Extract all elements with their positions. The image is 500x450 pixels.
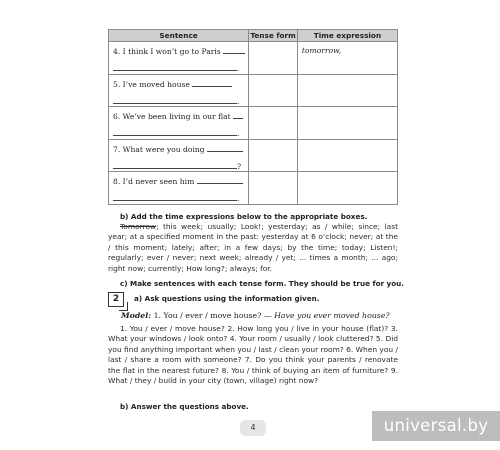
struck-expression: Tomorrow <box>120 222 157 231</box>
blank-line <box>197 176 243 184</box>
sentence-text: 8. I’d never seen him <box>113 177 195 186</box>
tense-cell <box>249 74 298 107</box>
exercise-table <box>108 29 398 205</box>
tense-cell <box>249 42 298 75</box>
blank-line <box>207 144 243 152</box>
time-expressions-text: ; this week; usually; Look!; yesterday; as / while; since; last year; at a specified moment in the past: yesterday at 6 o’clock; never; at the / this moment; lately; after; in a few days; by the time; today; Listen!; regularly; ever / never; next week; already / yet; ... times a month; ... ago; right now; currently; How long?; always; for. <box>108 222 398 273</box>
tense-cell <box>249 107 298 140</box>
sentence-text: 5. I’ve moved house <box>113 79 190 89</box>
sentence-cell <box>109 42 249 75</box>
blank-line <box>223 46 245 54</box>
exercise-number: 2 <box>112 294 120 304</box>
model-prompt: 1. You / ever / move house? <box>153 311 262 320</box>
model-answer: — Have you ever moved house? <box>263 311 390 320</box>
expression-cell <box>297 107 397 140</box>
sentence-cell <box>109 107 249 140</box>
header-time-expression: Time expression <box>297 30 397 42</box>
section-c-heading: c) Make sentences with each tense form. They should be true for you. <box>120 279 405 288</box>
sentence-end: . <box>237 96 240 106</box>
sentence-cell <box>109 139 249 172</box>
section-b-heading: b) Add the time expressions below to the appropriate boxes. <box>120 212 368 221</box>
page-fold-icon <box>119 302 128 311</box>
table-row <box>109 172 398 205</box>
expression-cell: tomorrow, <box>297 42 397 75</box>
blank-line <box>192 79 232 87</box>
table-row <box>109 107 398 140</box>
blank-line <box>233 111 243 119</box>
blank-line <box>113 63 240 73</box>
model-line <box>121 311 390 320</box>
blank-line <box>113 128 240 138</box>
expression-cell <box>297 74 397 107</box>
tense-cell <box>249 139 298 172</box>
blank-line <box>113 193 240 203</box>
blank-line <box>113 161 237 169</box>
header-tense-form: Tense form <box>250 31 296 40</box>
sentence-text: 7. What were you doing <box>113 144 205 154</box>
table-row <box>109 74 398 107</box>
exercise-number-badge <box>108 292 124 307</box>
sentence-end: ? <box>237 161 242 171</box>
table-row <box>109 42 398 75</box>
expression-cell <box>297 139 397 172</box>
sentence-text: 6. We’ve been living in our flat <box>113 112 231 121</box>
sentence-end: . <box>237 194 240 203</box>
page-number: 4 <box>240 420 266 436</box>
time-expressions-list <box>108 222 398 274</box>
model-label: Model: <box>121 311 152 320</box>
table-row <box>109 139 398 172</box>
expression-cell <box>297 172 397 205</box>
exercise2-questions: 1. You / ever / move house? 2. How long you / live in your house (flat)? 3. What your windows / look onto? 4. Your room / usually / look cluttered? 5. Did you find anything important when you / last / clean your room? 6. When you / last / share a room with someone? 7. Do you think your parents / renovate the flat in the nearest future? 8. You / think of buying an item of furniture? 9. What / they / build in your city (town, village) right now? <box>108 324 398 386</box>
watermark: universal.by <box>372 411 500 441</box>
sentence-cell <box>109 172 249 205</box>
exercise2-heading: a) Ask questions using the information given. <box>134 294 320 303</box>
sentence-cell <box>109 74 249 107</box>
sentence-text: 4. I think I won’t go to Paris <box>113 47 221 56</box>
section-b2-heading: b) Answer the questions above. <box>120 402 249 411</box>
header-sentence: Sentence <box>109 30 249 42</box>
tense-cell <box>249 172 298 205</box>
blank-line <box>113 96 240 106</box>
sentence-end: . <box>237 129 240 138</box>
sentence-end: . <box>237 64 240 73</box>
